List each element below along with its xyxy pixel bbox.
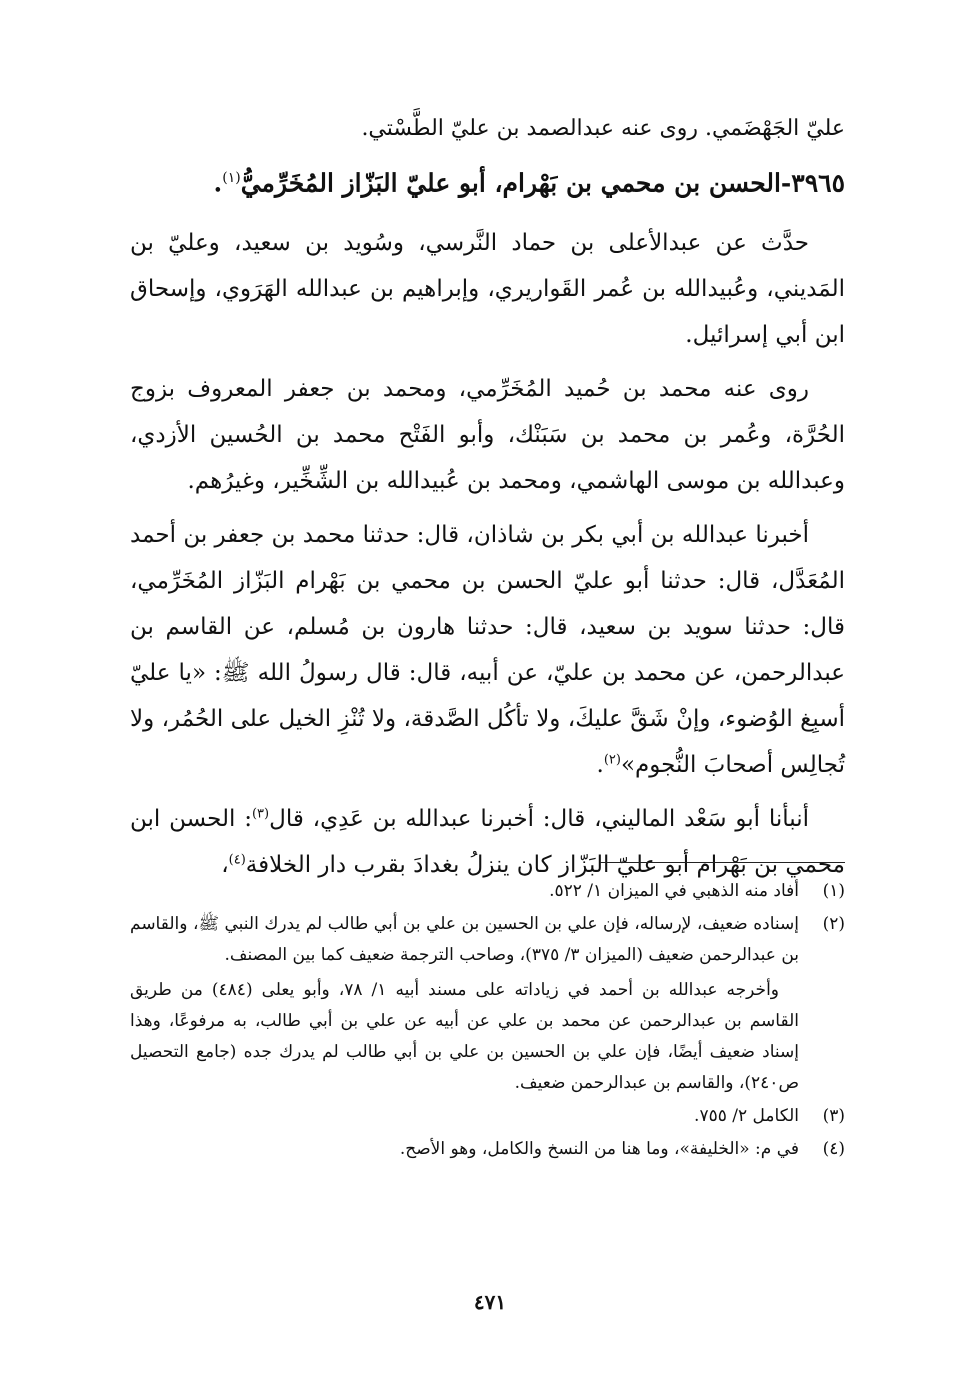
intro-line [130,112,845,146]
footnote-text: في م: «الخليفة»، وما هنا من النسخ والكامل، وهو الأصح. [399,1139,799,1159]
footnote-body [130,1101,799,1132]
entry-title-text: ٣٩٦٥-الحسن بن محمي بن بَهْرام، أبو عليّ البَزّاز المُخَرِّميُّ [240,168,845,198]
paragraph-text: روى عنه محمد بن حُميد المُخَرِّمي، ومحمد بن جعفر المعروف بزوج الحُرَّة، وعُمر بن محمد بن سَبَنْك، وأبو الفَتْح محمد بن الحُسين الأزدي، وعبدالله بن موسى الهاشمي، ومحمد بن عُبيدالله بن الشِّخِّير، وغيرُهم. [130,376,845,494]
entry-title-end: . [213,168,223,198]
paragraph-text: حدَّث عن عبدالأعلى بن حماد النَّرسي، وسُويد بن سعيد، وعليّ بن المَديني، وعُبيدالله بن عُمر القَواريري، وإبراهيم بن عبدالله الهَرَوي، وإسحاق ابن أبي إسرائيل. [130,230,845,348]
footnote-subparagraph: وأخرجه عبدالله بن أحمد في زياداته على مسند أبيه ١/ ٧٨، وأبو يعلى (٤٨٤) من طريق القاسم بن عبدالرحمن عن محمد بن علي عن أبيه عن علي بن أبي طالب، به مرفوعًا، وهذا إسناد ضعيف أيضًا، فإن علي بن الحسين بن علي بن أبي طالب لم يدرك جده (جامع التحصيل ص٢٤٠)، والقاسم بن عبدالرحمن ضعيف. [130,980,799,1093]
footnotes [130,876,845,1167]
paragraph-text: أخبرنا عبدالله بن أبي بكر بن شاذان، قال: حدثنا محمد بن جعفر بن أحمد المُعَدَّل، قال: حدثنا أبو عليّ الحسن بن محمي بن بَهْرام البَزّاز المُخَرِّمي، قال: حدثنا سويد بن سعيد، قال: حدثنا هارون بن مُسلم، عن القاسم بن عبدالرحمن، عن محمد بن عليّ، عن أبيه، قال: قال رسولُ الله ﷺ: «يا عليّ أسبِغ الوُضوء، وإنْ شَقَّ عليكَ، ولا تأكُل الصَّدقة، ولا تُنْزِ الخيل على الحُمُر، ولا تُجالِس أصحابَ النُّجوم» [130,522,845,778]
paragraph-text: أنبأنا أبو سَعْد الماليني، قال: أخبرنا عبدالله بن عَدِي، قال [269,806,809,832]
paragraph-text-continued: : الحسن ابن محمي بن بَهْرام أبو عليّ البَزّاز كان ينزلُ بغدادَ بقرب دار الخلافة [130,806,845,878]
entry-body [130,220,845,896]
footnote-4 [130,1134,845,1165]
footnote-marker: (٤) [228,852,246,868]
paragraph-hadith [130,512,845,788]
footnote-text: الكامل ٢/ ٧٥٥. [694,1106,799,1126]
entry-footnote-marker: (١) [222,170,241,186]
footnote-body [130,909,799,1099]
footnote-number: (٢) [822,914,845,934]
footnote-separator [600,862,845,863]
footnote-marker: (٢) [603,752,621,768]
footnote-text: إسناده ضعيف، لإرساله، فإن علي بن الحسين بن علي بن أبي طالب لم يدرك النبي ﷺ، والقاسم بن عبدالرحمن ضعيف (الميزان ٣/ ٣٧٥)، وصاحب الترجمة ضعيف كما بين المصنف. [130,914,799,965]
paragraph-residence [130,796,845,888]
footnote-marker: (٣) [251,806,270,822]
paragraph-end: ، [221,852,229,878]
paragraph-students [130,366,845,504]
footnote-2 [130,909,845,1099]
footnote-number: (٤) [822,1139,845,1159]
intro-text: عليّ الجَهْضَمي. روى عنه عبدالصمد بن عليّ الطَّسْتي. [361,116,845,141]
footnote-text: أفاد منه الذهبي في الميزان ١/ ٥٢٢. [549,881,799,901]
paragraph-end: . [596,752,604,778]
footnote-1 [130,876,845,907]
footnote-number: (٣) [822,1106,845,1126]
footnote-number: (١) [822,881,845,901]
paragraph-teachers [130,220,845,358]
page-number: ٤٧١ [473,1290,507,1314]
footnote-3 [130,1101,845,1132]
footnote-body [130,876,799,907]
entry-heading [130,158,845,203]
footnote-body [130,1134,799,1165]
